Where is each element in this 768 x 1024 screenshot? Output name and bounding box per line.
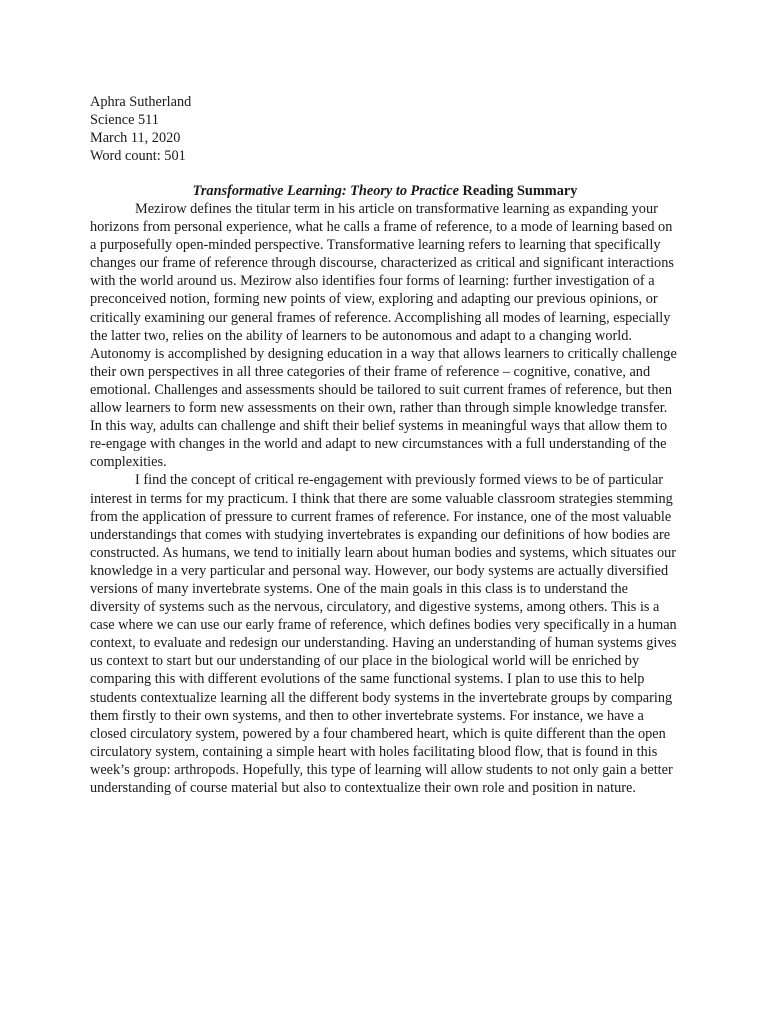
title-suffix: Reading Summary [458,183,578,199]
title-book-name: Transformative Learning: Theory to Practice [192,183,459,199]
document-title [90,182,680,200]
paragraph-reflection: I find the concept of critical re-engagement with previously formed views to be of particular interest in terms for my practicum. I think that there are some valuable classroom strategies stemming from the application of pressure to current frames of reference. For instance, one of the most valuable understandings that comes with studying invertebrates is expanding our definitions of how bodies are constructed. As humans, we tend to initially learn about human bodies and systems, which situates our knowledge in a very particular and personal way. However, our body systems are actually diversified versions of many invertebrate systems. One of the main goals in this class is to understand the diversity of systems such as the nervous, circulatory, and digestive systems, among others. This is a case where we can use our early frame of reference, which defines bodies very specifically in a human context, to evaluate and redesign our understanding. Having an understanding of human systems gives us context to start but our understanding of our place in the biological world will be enriched by comparing this with different evolutions of the same functional systems. I plan to use this to help students contextualize learning all the different body systems in the invertebrate groups by comparing them firstly to their own systems, and then to other invertebrate systems. For instance, we have a closed circulatory system, powered by a four chambered heart, which is quite different than the open circulatory system, containing a simple heart with holes facilitating blood flow, that is found in this week’s group: arthropods. Hopefully, this type of learning will allow students to not only gain a better understanding of course material but also to contextualize their own role and position in nature. [90,472,677,796]
course-name: Science 511 [90,112,159,129]
paragraph-summary: Mezirow defines the titular term in his article on transformative learning as expanding your horizons from personal experience, what he calls a frame of reference, to a mode of learning based on a purposefully open-minded perspective. Transformative learning refers to learning that specifically changes our frame of reference through discourse, characterized as critical and significant interactions with the world around us. Mezirow also identifies four forms of learning: further investigation of a preconceived notion, forming new points of view, exploring and adapting our previous opinions, or critically examining our general frames of reference. Accomplishing all modes of learning, especially the latter two, relies on the ability of learners to be autonomous and adapt to a changing world. Autonomy is accomplished by designing education in a way that allows learners to critically challenge their own perspectives in all three categories of their frame of reference – cognitive, conative, and emotional. Challenges and assessments should be tailored to suit current frames of reference, but then allow learners to form new assessments on their own, rather than through simple knowledge transfer. In this way, adults can challenge and shift their belief systems in meaningful ways that allow them to re-engage with changes in the world and adapt to new circumstances with a full understanding of the complexities. [90,201,677,471]
document-header [90,93,680,165]
document-body [90,200,680,797]
word-count: Word count: 501 [90,148,186,165]
author-name: Aphra Sutherland [90,94,192,110]
document-date: March 11, 2020 [90,130,181,147]
